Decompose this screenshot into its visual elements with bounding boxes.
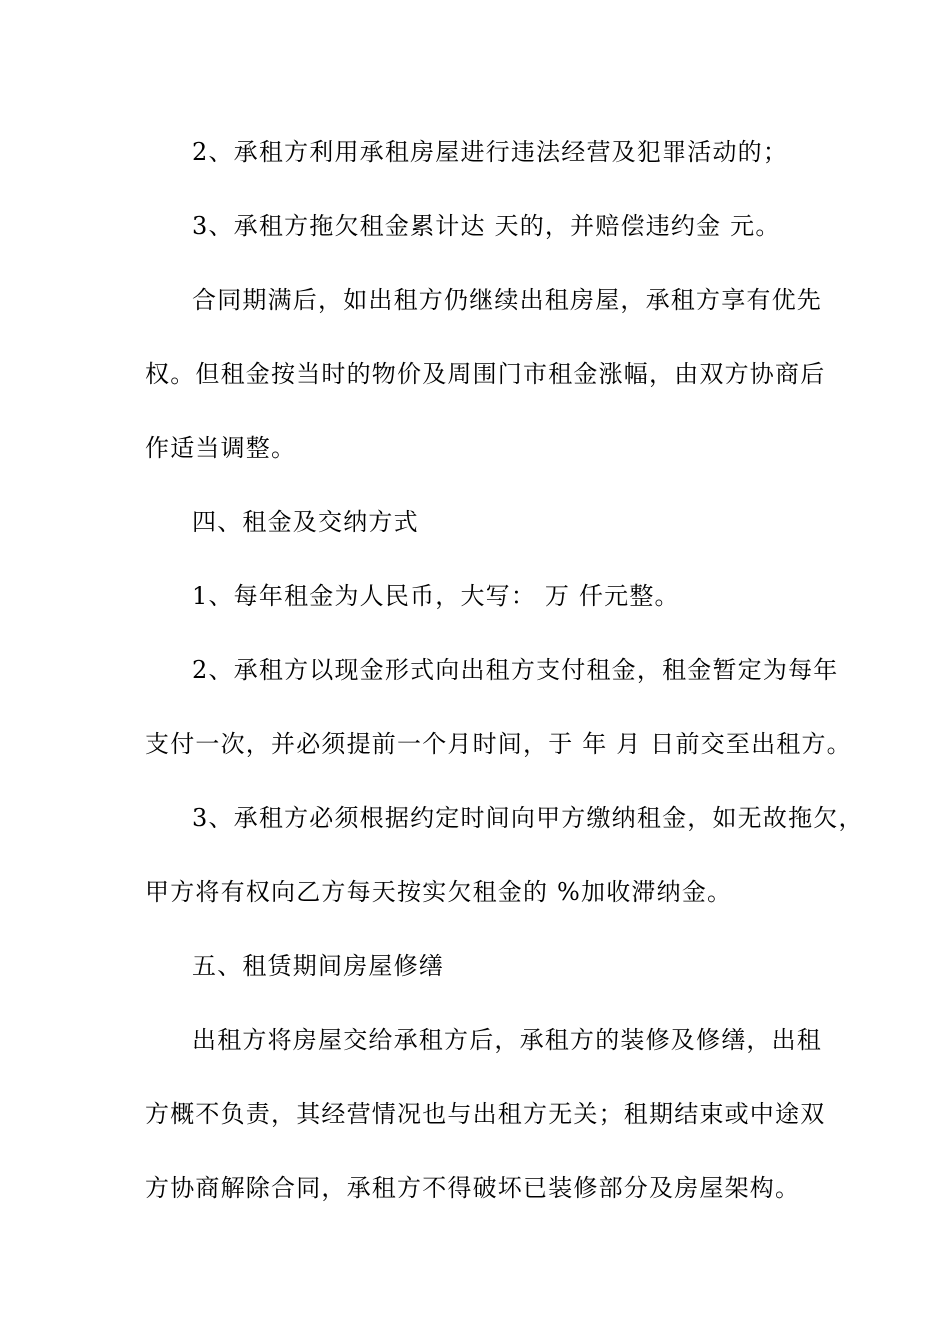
clause-3-item-2: 2、承租方利用承租房屋进行违法经营及犯罪活动的； (192, 138, 789, 166)
section-4-heading: 四、租金及交纳方式 (192, 508, 419, 536)
clause-3-item-3: 3、承租方拖欠租金累计达 天的，并赔偿违约金 元。 (192, 212, 781, 240)
renewal-paragraph-line-3: 作适当调整。 (145, 434, 297, 462)
clause-4-item-3-line-1: 3、承租方必须根据约定时间向甲方缴纳租金，如无故拖欠， (192, 804, 864, 832)
repair-paragraph-line-1: 出租方将房屋交给承租方后，承租方的装修及修缮，出租 (192, 1026, 822, 1054)
repair-paragraph-line-3: 方协商解除合同，承租方不得破坏已装修部分及房屋架构。 (145, 1174, 801, 1202)
clause-4-item-2-line-1: 2、承租方以现金形式向出租方支付租金，租金暂定为每年 (192, 656, 839, 684)
clause-4-item-2-line-2: 支付一次，并必须提前一个月时间，于 年 月 日前交至出租方。 (145, 730, 852, 758)
clause-4-item-3-line-2: 甲方将有权向乙方每天按实欠租金的 %加收滞纳金。 (145, 878, 733, 906)
section-5-heading: 五、租赁期间房屋修缮 (192, 952, 444, 980)
renewal-paragraph-line-2: 权。但租金按当时的物价及周围门市租金涨幅，由双方协商后 (145, 360, 826, 388)
clause-4-item-1: 1、每年租金为人民币，大写： 万 仟元整。 (192, 582, 680, 610)
repair-paragraph-line-2: 方概不负责，其经营情况也与出租方无关；租期结束或中途双 (145, 1100, 826, 1128)
renewal-paragraph-line-1: 合同期满后，如出租方仍继续出租房屋，承租方享有优先 (192, 286, 822, 314)
